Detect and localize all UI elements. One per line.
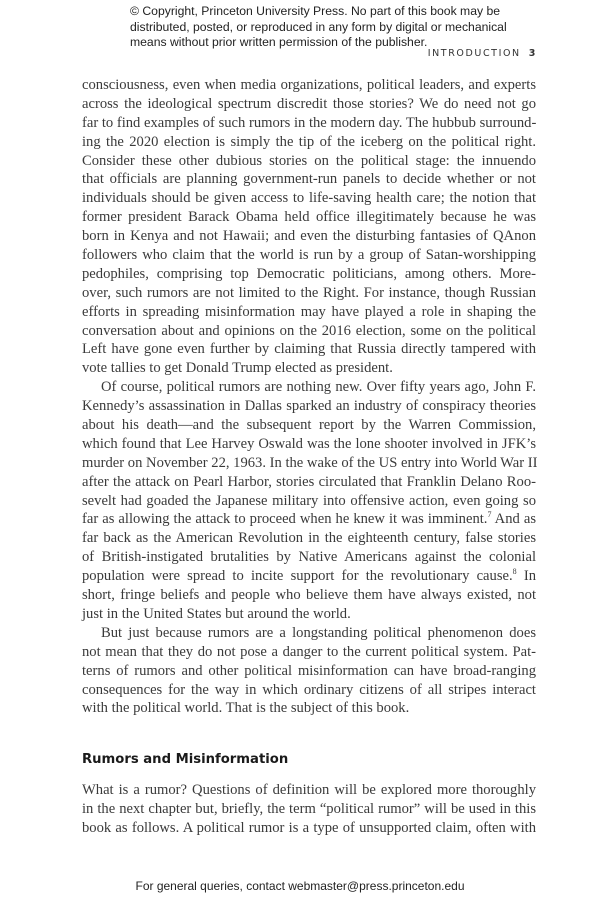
- text-line: individuals should be given access to life-saving health care; the notion that: [82, 190, 536, 207]
- paragraph: [82, 378, 536, 624]
- text-line: Consider these other dubious stories on the political stage: the innuendo: [82, 152, 536, 169]
- text-line: in the next chapter but, briefly, the term “political rumor” will be used in this: [82, 800, 536, 817]
- text-line: Kennedy’s assassination in Dallas sparked an industry of conspiracy theories: [82, 398, 536, 415]
- text-line: Of course, political rumors are nothing new. Over fifty years ago, John F.: [101, 379, 536, 396]
- running-head: [428, 48, 537, 59]
- text-line: with the political world. That is the subject of this book.: [82, 700, 410, 717]
- footnote-marker-7[interactable]: 7: [487, 510, 492, 520]
- paragraph: [82, 624, 536, 718]
- text-line: consciousness, even when media organizations, political leaders, and experts: [82, 77, 536, 93]
- text-line: of British-instigated brutalities by Native Americans against the colonial: [82, 549, 536, 566]
- footnote-marker-8[interactable]: 8: [512, 567, 517, 577]
- running-head-title: INTRODUCTION: [427, 48, 521, 59]
- text-segment: In: [516, 568, 536, 585]
- text-segment: And as: [491, 511, 537, 528]
- text-line: far to find examples of such rumors in the modern day. The hubbub surround-: [82, 114, 537, 131]
- paragraph: [82, 76, 536, 378]
- text-line-with-footnote: [82, 510, 536, 529]
- page-number: 3: [528, 48, 537, 59]
- text-line: terns of rumors and other political misinformation can have broad-ranging: [82, 662, 536, 679]
- text-line: pedophiles, comprising top Democratic politicians, among others. More-: [82, 265, 536, 282]
- text-line: which found that Lee Harvey Oswald was the lone shooter involved in JFK’s: [82, 435, 536, 452]
- body-text: [82, 76, 536, 718]
- section-heading: Rumors and Misinformation: [82, 752, 289, 767]
- copyright-notice: [130, 4, 530, 51]
- footer-contact: For general queries, contact webmaster@press.princeton.edu: [135, 879, 465, 893]
- text-line: just in the United States but around the world.: [82, 605, 351, 622]
- text-segment: far as allowing the attack to proceed when he knew it was imminent.: [82, 511, 488, 528]
- text-line: after the attack on Pearl Harbor, stories circulated that Franklin Delano Roo-: [82, 473, 536, 490]
- text-line: book as follows. A political rumor is a type of unsupported claim, often with: [82, 819, 536, 836]
- text-line: born in Kenya and not Hawaii; and even the disturbing fantasies of QAnon: [82, 228, 536, 245]
- text-line: consequences for the way in which ordinary citizens of all stripes interact: [82, 681, 536, 698]
- text-line: former president Barack Obama held office illegitimately because he was: [82, 209, 536, 226]
- text-line: vote tallies to get Donald Trump elected as president.: [82, 360, 393, 377]
- text-line: Left have gone even further by claiming that Russia directly tampered with: [82, 341, 536, 358]
- text-line: murder on November 22, 1963. In the wake of the US entry into World War II: [82, 454, 538, 471]
- copyright-line: means without prior written permission of the publisher.: [130, 35, 428, 49]
- text-line: that officials are planning government-run panels to decide whether or not: [82, 171, 536, 188]
- text-line: conversation about and opinions on the 2016 election, some on the political: [82, 322, 536, 339]
- text-line: far back as the American Revolution in the eighteenth century, false stories: [82, 530, 536, 547]
- copyright-line: © Copyright, Princeton University Press. No part of this book may be: [130, 4, 501, 18]
- text-line: followers who claim that the world is run by a group of Satan-worshipping: [82, 247, 536, 264]
- text-line: short, fringe beliefs and people who believe them have always existed, not: [82, 587, 536, 604]
- text-line: across the ideological spectrum discredit those stories? We do need not go: [82, 95, 536, 112]
- text-line: What is a rumor? Questions of definition will be explored more thoroughly: [82, 782, 536, 798]
- copyright-line: distributed, posted, or reproduced in any form by digital or mechanical: [130, 19, 507, 34]
- text-line: over, such rumors are not limited to the Right. For instance, though Russian: [82, 284, 536, 301]
- text-line: ing the 2020 election is simply the tip of the iceberg on the political right.: [82, 133, 536, 150]
- text-line: not mean that they do not pose a danger to the current political system. Pat-: [82, 643, 536, 660]
- text-segment: population were spread to incite support for the revolutionary cause.: [82, 568, 513, 585]
- text-line: But just because rumors are a longstanding political phenomenon does: [101, 624, 536, 641]
- text-line: about his death—and the subsequent report by the Warren Commission,: [82, 417, 536, 434]
- section-paragraph: [82, 781, 536, 838]
- text-line: sevelt had goaded the Japanese military into offensive action, even going so: [82, 492, 536, 509]
- text-line-with-footnote: [82, 567, 536, 586]
- text-line: efforts in spreading misinformation may have played a role in shaping the: [82, 303, 536, 320]
